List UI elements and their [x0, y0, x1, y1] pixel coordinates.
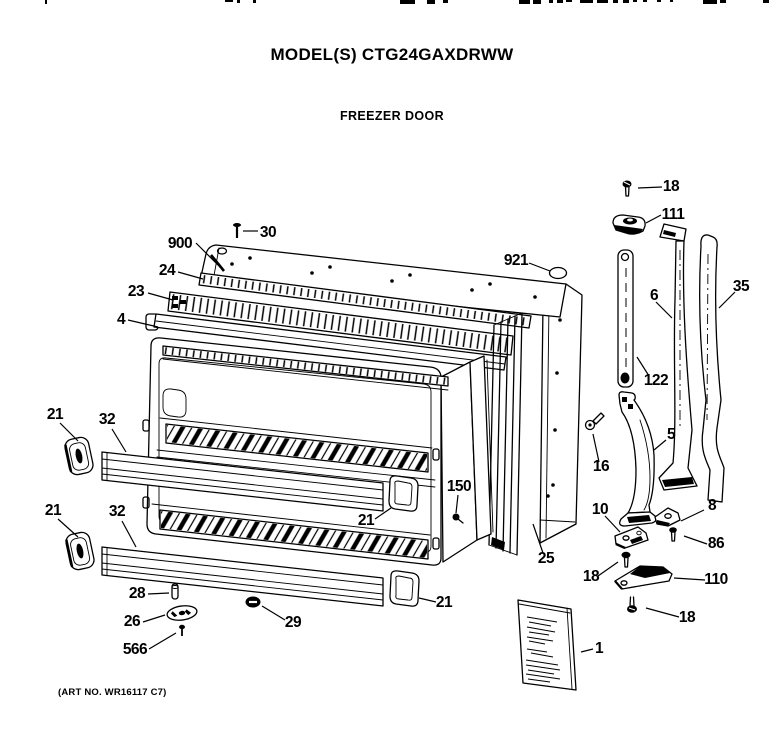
- callout-label: 26: [123, 613, 141, 630]
- callout-label: 21: [435, 594, 453, 611]
- callout-6: [650, 287, 672, 318]
- callout-35: [719, 278, 750, 308]
- art-number: (ART NO. WR16117 C7): [58, 687, 167, 698]
- callout-32-upper: [99, 411, 126, 452]
- callout-label: 23: [127, 283, 145, 300]
- callout-28: [129, 585, 169, 602]
- callout-label: 150: [446, 478, 472, 495]
- callout-label: 111: [661, 206, 685, 223]
- callout-label: 566: [122, 641, 148, 658]
- callout-566: [123, 633, 176, 658]
- callout-label: 28: [128, 585, 146, 602]
- part-outer-door-side: [540, 284, 582, 543]
- part-28-grommet: [172, 584, 178, 599]
- callout-label: 5: [666, 426, 676, 443]
- callout-label: 900: [167, 235, 193, 252]
- leader-line: [638, 187, 662, 188]
- part-29-plug: [246, 597, 261, 608]
- callout-label: 32: [108, 503, 126, 520]
- callout-label: 21: [44, 502, 62, 519]
- callout-8: [681, 497, 717, 521]
- callout-label: 21: [46, 406, 64, 423]
- part-86-screw: [669, 527, 677, 541]
- callout-21-lower-left: [45, 502, 78, 537]
- callout-label: 8: [707, 497, 717, 514]
- callout-label: 86: [707, 535, 725, 552]
- callout-29: [262, 606, 302, 631]
- part-110-hinge-bracket: [615, 566, 672, 589]
- callout-18-top: [638, 178, 680, 195]
- part-21-end-cap-lower-right: [390, 571, 419, 606]
- callout-122: [637, 357, 668, 389]
- leader-line: [529, 263, 550, 271]
- section-title: FREEZER DOOR: [339, 109, 445, 123]
- callout-10: [592, 501, 620, 532]
- callout-label: 18: [582, 568, 600, 585]
- part-26-clip: [166, 604, 198, 622]
- callout-21-bottom: [419, 594, 453, 611]
- leader-line: [654, 440, 666, 450]
- callout-21-upper-left: [47, 406, 78, 441]
- leader-line: [112, 429, 126, 452]
- model-title: MODEL(S) CTG24GAXDRWW: [270, 45, 514, 64]
- callout-23: [128, 283, 173, 300]
- callout-label: 122: [643, 372, 669, 389]
- leader-line: [681, 510, 704, 521]
- leader-line: [684, 536, 707, 544]
- part-21-end-cap-upper-left: [64, 436, 95, 476]
- callout-16: [593, 434, 610, 475]
- part-18-screw-top: [623, 181, 632, 197]
- callout-label: 16: [592, 458, 610, 475]
- part-door-liner: [143, 338, 493, 565]
- callout-110: [674, 571, 728, 588]
- callout-24: [159, 262, 203, 279]
- leader-line: [148, 593, 169, 594]
- callout-label: 18: [678, 609, 696, 626]
- part-8-bearing: [655, 508, 680, 526]
- callout-32-lower: [109, 503, 136, 547]
- callout-label: 110: [704, 571, 728, 588]
- part-10-shim: [615, 527, 648, 548]
- callout-18-bottom: [646, 608, 696, 626]
- callout-label: 25: [537, 550, 555, 567]
- part-35-trim-strip: [700, 235, 724, 502]
- part-122-bar: [618, 250, 633, 387]
- callout-18-mid: [583, 562, 618, 585]
- callout-label: 24: [158, 262, 176, 279]
- callout-label: 1: [594, 640, 604, 657]
- leader-line: [581, 649, 593, 652]
- part-921-plug: [550, 268, 567, 279]
- callout-111: [646, 206, 685, 223]
- leader-line: [656, 302, 672, 318]
- part-16-screw: [586, 413, 605, 430]
- leader-line: [60, 423, 78, 441]
- scan-artifacts: [45, 0, 769, 4]
- leader-line: [143, 615, 165, 622]
- leader-line: [598, 562, 618, 576]
- callout-5: [654, 426, 676, 450]
- part-18-screw-bottom: [627, 597, 637, 613]
- leader-line: [419, 598, 436, 602]
- leader-line: [646, 608, 679, 617]
- callout-label: 6: [649, 287, 659, 304]
- leader-line: [122, 521, 136, 547]
- part-5-handle: [619, 392, 656, 526]
- callout-label: 30: [259, 224, 277, 241]
- callout-30: [243, 224, 276, 241]
- leader-line: [149, 633, 176, 649]
- callout-1: [581, 640, 604, 657]
- leader-line: [646, 215, 661, 223]
- leader-line: [58, 519, 78, 537]
- part-1-label-card: [518, 600, 576, 690]
- part-111-clip: [613, 215, 645, 234]
- callout-26: [124, 613, 165, 630]
- callout-label: 32: [98, 411, 116, 428]
- callout-label: 21: [357, 512, 375, 529]
- callout-label: 921: [503, 252, 529, 269]
- part-18-screw-middle: [622, 552, 631, 567]
- part-566-screw: [179, 625, 185, 636]
- leader-line: [262, 606, 285, 620]
- callout-label: 29: [284, 614, 302, 631]
- leader-line: [605, 516, 620, 532]
- part-30-screw: [233, 223, 241, 238]
- leader-line: [674, 578, 705, 580]
- callout-86: [684, 535, 725, 552]
- callout-921: [504, 252, 550, 271]
- callout-label: 35: [732, 278, 750, 295]
- callout-label: 18: [662, 178, 680, 195]
- leader-line: [178, 272, 203, 279]
- part-21-end-cap-upper-right: [389, 476, 418, 511]
- part-6-trim-strip: [659, 224, 697, 490]
- callout-label: 10: [591, 501, 609, 518]
- callout-label: 4: [116, 311, 126, 328]
- part-21-end-cap-lower-left: [65, 531, 96, 571]
